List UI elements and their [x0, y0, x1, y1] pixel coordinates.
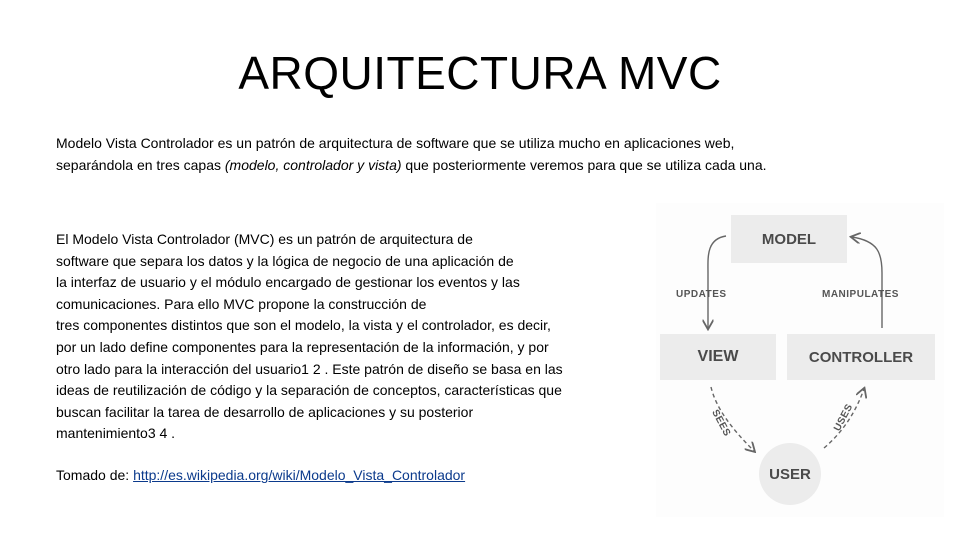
intro-line-2: [56, 154, 916, 176]
view-box: VIEW: [660, 334, 776, 380]
source-label: Tomado de:: [56, 467, 134, 483]
uses-label: USES: [832, 402, 856, 434]
source-link[interactable]: http://es.wikipedia.org/wiki/Modelo_Vista_Controlador: [133, 467, 466, 483]
body-line: comunicaciones. Para ello MVC propone la construcción de: [56, 295, 427, 312]
intro-line-2-start: separándola en tres capas: [56, 157, 225, 173]
body-line: software que separa los datos y la lógica de negocio de una aplicación de: [56, 252, 514, 269]
source-citation: [56, 467, 465, 483]
controller-box: CONTROLLER: [787, 334, 935, 380]
body-line: la interfaz de usuario y el módulo encargado de gestionar los eventos y las: [56, 274, 520, 291]
body-line: El Modelo Vista Controlador (MVC) es un patrón de arquitectura de: [56, 231, 473, 247]
body-paragraph: [56, 229, 648, 445]
body-line: tres componentes distintos que son el modelo, la vista y el controlador, es decir,: [56, 317, 551, 334]
intro-line-1: Modelo Vista Controlador es un patrón de arquitectura de software que se utiliza mucho en aplicaciones web,: [56, 135, 735, 151]
slide-title: ARQUITECTURA MVC: [238, 47, 722, 99]
body-line: mantenimiento3 4 .: [56, 425, 176, 442]
model-box: MODEL: [731, 215, 847, 263]
body-line: otro lado para la interacción del usuario1 2 . Este patrón de diseño se basa en las: [56, 360, 563, 377]
intro-paragraph: [56, 132, 916, 176]
mvc-diagram: [656, 203, 944, 517]
user-circle: USER: [759, 443, 821, 505]
intro-line-2-emphasis: (modelo, controlador y vista): [224, 157, 402, 173]
sees-label: SEES: [709, 408, 733, 439]
manipulates-arrow: [852, 237, 882, 328]
updates-label: UPDATES: [676, 289, 727, 300]
body-line: ideas de reutilización de código y la separación de conceptos, características que: [56, 382, 562, 399]
body-line: por un lado define componentes para la representación de la información, y por: [56, 338, 549, 355]
updates-arrow: [708, 236, 726, 328]
intro-line-2-end: que posteriormente veremos para que se utiliza cada una.: [401, 157, 767, 173]
manipulates-label: MANIPULATES: [822, 289, 899, 300]
body-line: buscan facilitar la tarea de desarrollo de aplicaciones y su posterior: [56, 403, 474, 420]
